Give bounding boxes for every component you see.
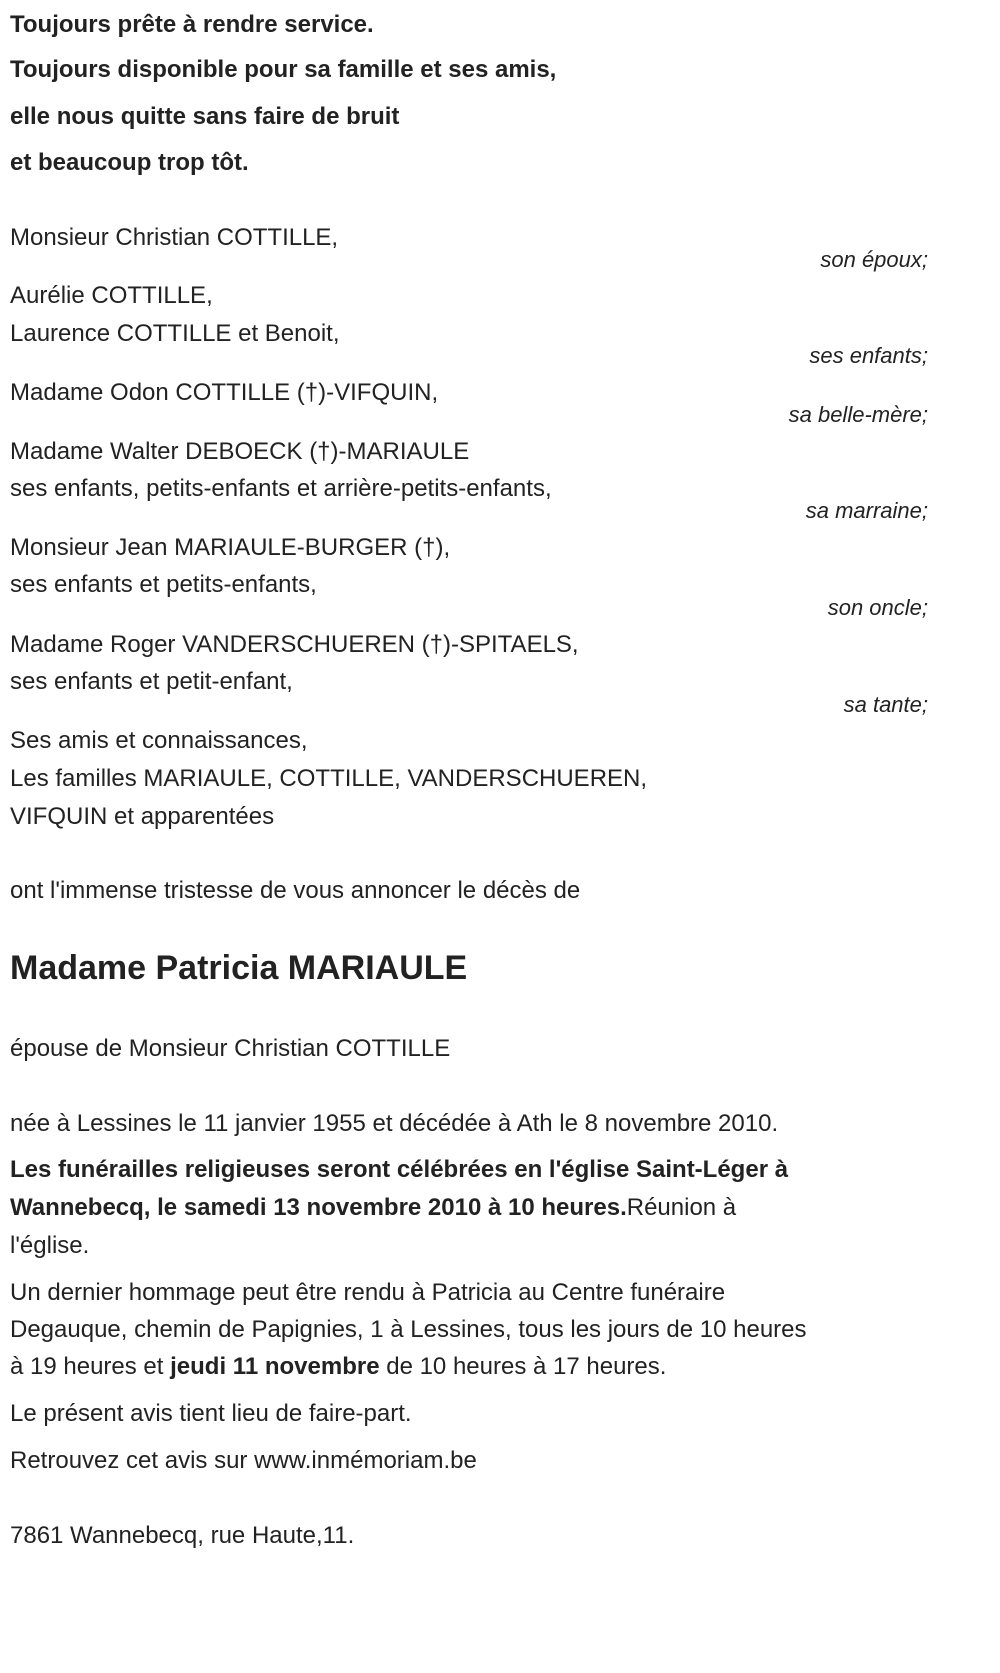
homage-line: Degauque, chemin de Papignies, 1 à Lessines, tous les jours de 10 heures bbox=[10, 1316, 807, 1343]
family-relation: sa marraine; bbox=[805, 498, 928, 523]
family-name: Madame Walter DEBOECK (†)-MARIAULE bbox=[10, 438, 470, 465]
family-name: Monsieur Jean MARIAULE-BURGER (†), bbox=[10, 534, 451, 561]
notice-line: Le présent avis tient lieu de faire-part. bbox=[10, 1400, 412, 1427]
family-relation: sa belle-mère; bbox=[788, 402, 928, 427]
others-line: VIFQUIN et apparentées bbox=[10, 803, 275, 830]
family-name: ses enfants, petits-enfants et arrière-petits-enfants, bbox=[10, 475, 552, 502]
family-relation: son époux; bbox=[820, 247, 928, 272]
family-name: Aurélie COTTILLE, bbox=[10, 282, 213, 309]
family-name: Monsieur Christian COTTILLE, bbox=[10, 224, 339, 251]
family-name: Laurence COTTILLE et Benoit, bbox=[10, 320, 340, 347]
funeral-line bbox=[10, 1193, 736, 1223]
homage-bold: jeudi 11 novembre bbox=[170, 1353, 380, 1380]
funeral-bold: Wannebecq, le samedi 13 novembre 2010 à 10 heures. bbox=[10, 1194, 627, 1221]
family-relation: son oncle; bbox=[827, 595, 928, 620]
family-relation: ses enfants; bbox=[809, 343, 928, 368]
homage-line bbox=[10, 1352, 666, 1382]
website-line: Retrouvez cet avis sur www.inmémoriam.be bbox=[10, 1447, 477, 1474]
family-name: ses enfants et petit-enfant, bbox=[10, 668, 293, 695]
homage-line: Un dernier hommage peut être rendu à Patricia au Centre funéraire bbox=[10, 1279, 726, 1306]
others-line: Ses amis et connaissances, bbox=[10, 727, 308, 754]
others-line: Les familles MARIAULE, COTTILLE, VANDERSCHUEREN, bbox=[10, 765, 648, 792]
spouse-line: épouse de Monsieur Christian COTTILLE bbox=[10, 1035, 451, 1062]
announcement: ont l'immense tristesse de vous annoncer le décès de bbox=[10, 877, 581, 904]
funeral-normal: Réunion à bbox=[626, 1194, 737, 1221]
intro-line: et beaucoup trop tôt. bbox=[10, 149, 249, 176]
family-name: ses enfants et petits-enfants, bbox=[10, 571, 317, 598]
homage-text: de 10 heures à 17 heures. bbox=[379, 1353, 667, 1380]
intro-line: elle nous quitte sans faire de bruit bbox=[10, 103, 400, 130]
dates-line: née à Lessines le 11 janvier 1955 et décédée à Ath le 8 novembre 2010. bbox=[10, 1110, 779, 1137]
family-name: Madame Odon COTTILLE (†)-VIFQUIN, bbox=[10, 379, 439, 406]
family-relation: sa tante; bbox=[843, 692, 928, 717]
deceased-name: Madame Patricia MARIAULE bbox=[10, 949, 468, 987]
address-line: 7861 Wannebecq, rue Haute,11. bbox=[10, 1522, 355, 1549]
intro-line: Toujours prête à rendre service. bbox=[10, 11, 374, 38]
family-name: Madame Roger VANDERSCHUEREN (†)-SPITAELS, bbox=[10, 631, 579, 658]
funeral-line: l'église. bbox=[10, 1232, 90, 1259]
intro-line: Toujours disponible pour sa famille et ses amis, bbox=[10, 56, 557, 83]
funeral-line: Les funérailles religieuses seront célébrées en l'église Saint-Léger à bbox=[10, 1156, 789, 1183]
homage-text: à 19 heures et bbox=[10, 1353, 171, 1380]
